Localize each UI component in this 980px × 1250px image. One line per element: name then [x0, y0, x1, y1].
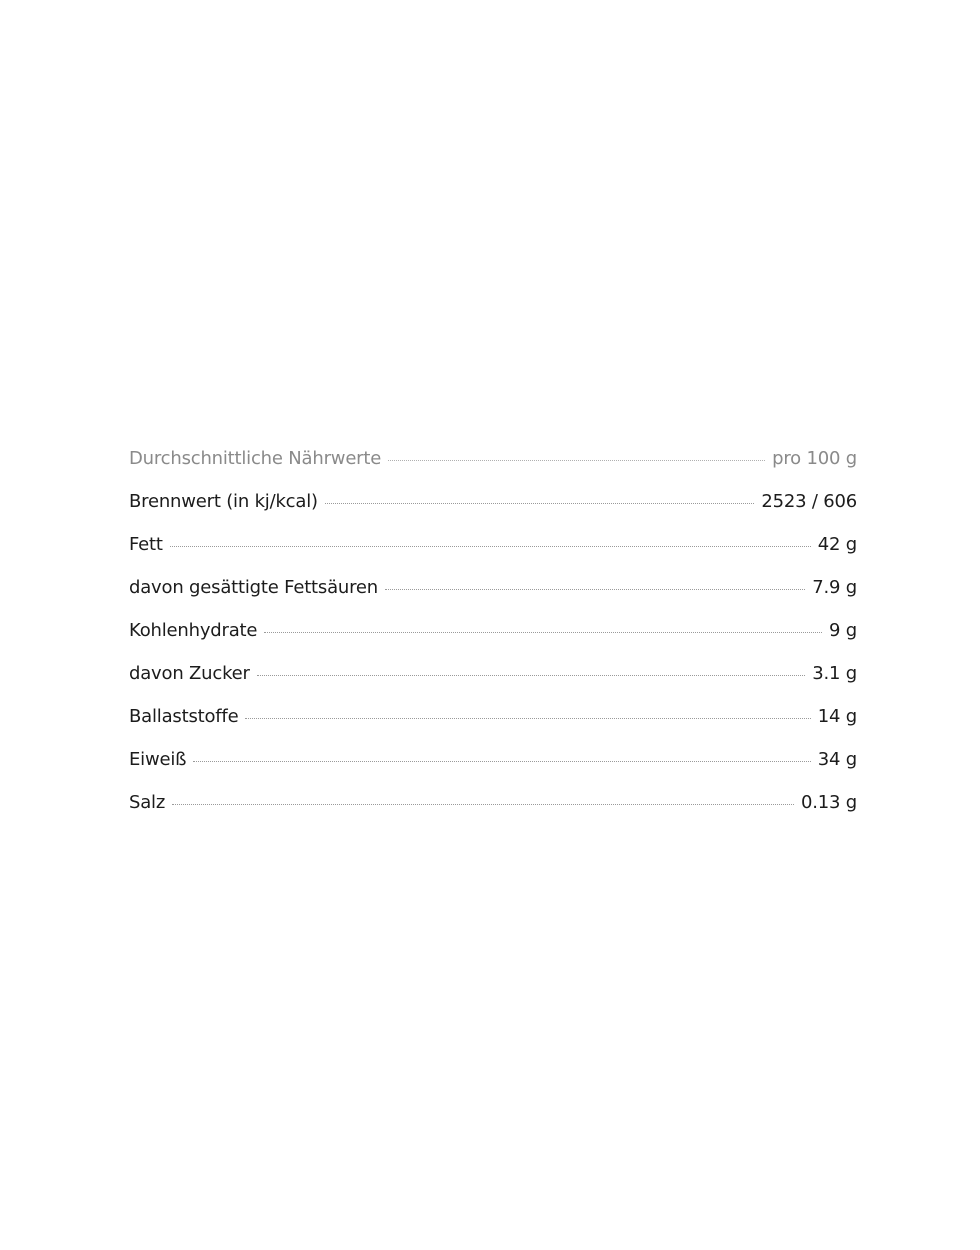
dot-leader	[264, 632, 822, 633]
nutrition-label: Eiweiß	[129, 749, 187, 770]
nutrition-value: 0.13 g	[800, 792, 857, 813]
dot-leader	[385, 589, 805, 590]
nutrition-label: Fett	[129, 534, 163, 555]
nutrition-value: 2523 / 606	[761, 491, 857, 512]
dot-leader	[388, 460, 765, 461]
nutrition-row-fat	[129, 534, 857, 577]
dot-leader	[325, 503, 754, 504]
nutrition-row-saturated-fat	[129, 577, 857, 620]
dot-leader	[245, 718, 810, 719]
nutrition-table	[129, 448, 857, 835]
dot-leader	[193, 761, 810, 762]
nutrition-row-energy	[129, 491, 857, 534]
nutrition-label: Kohlenhydrate	[129, 620, 258, 641]
nutrition-value: 3.1 g	[812, 663, 857, 684]
nutrition-header-value: pro 100 g	[772, 448, 857, 469]
nutrition-header-label: Durchschnittliche Nährwerte	[129, 448, 382, 469]
nutrition-label: Ballaststoffe	[129, 706, 239, 727]
nutrition-label: davon Zucker	[129, 663, 250, 684]
nutrition-value: 7.9 g	[812, 577, 857, 598]
nutrition-value: 9 g	[829, 620, 857, 641]
nutrition-row-fiber	[129, 706, 857, 749]
nutrition-header-row	[129, 448, 857, 491]
nutrition-label: davon gesättigte Fettsäuren	[129, 577, 379, 598]
nutrition-value: 14 g	[817, 706, 857, 727]
dot-leader	[172, 804, 794, 805]
nutrition-label: Brennwert (in kj/kcal)	[129, 491, 318, 512]
nutrition-row-carbohydrates	[129, 620, 857, 663]
dot-leader	[257, 675, 805, 676]
nutrition-row-protein	[129, 749, 857, 792]
nutrition-value: 34 g	[817, 749, 857, 770]
nutrition-value: 42 g	[817, 534, 857, 555]
nutrition-row-salt	[129, 792, 857, 835]
nutrition-label: Salz	[129, 792, 166, 813]
nutrition-row-sugar	[129, 663, 857, 706]
dot-leader	[170, 546, 811, 547]
